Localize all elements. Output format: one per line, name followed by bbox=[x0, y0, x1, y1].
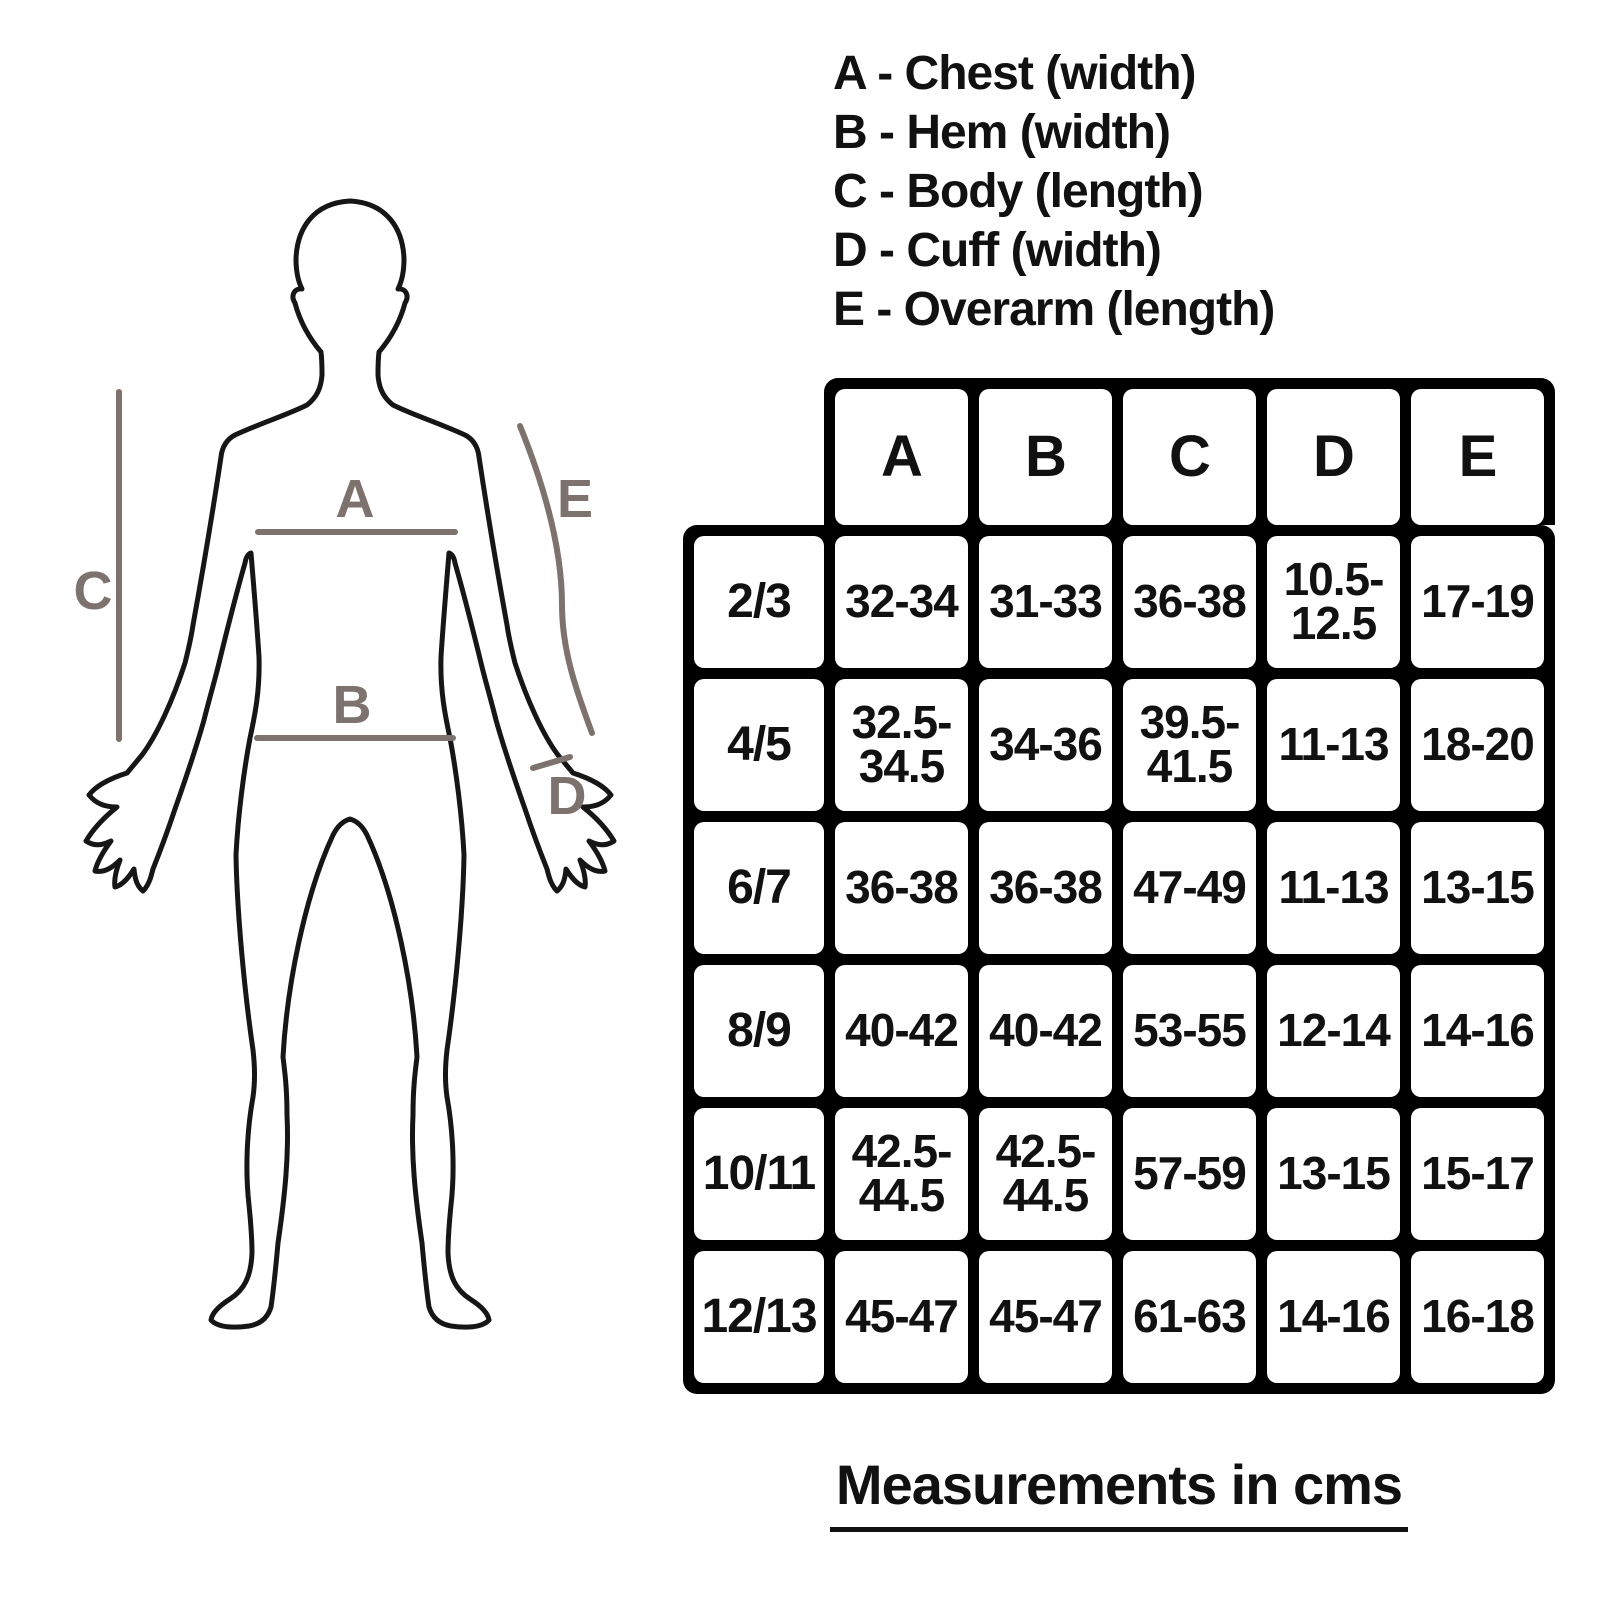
table-cell: 39.5-41.5 bbox=[1123, 679, 1256, 811]
table-cell: 16-18 bbox=[1411, 1251, 1544, 1383]
table-cell: 40-42 bbox=[979, 965, 1112, 1097]
table-cell: 36-38 bbox=[835, 822, 968, 954]
footer bbox=[683, 1452, 1555, 1532]
table-cell: 13-15 bbox=[1411, 822, 1544, 954]
table-cell: 57-59 bbox=[1123, 1108, 1256, 1240]
legend-item-chest: A - Chest (width) bbox=[833, 47, 1196, 100]
legend-item-overarm: E - Overarm (length) bbox=[833, 283, 1275, 336]
label-a: A bbox=[335, 469, 375, 529]
table-cell: 61-63 bbox=[1123, 1251, 1256, 1383]
table-cell: 15-17 bbox=[1411, 1108, 1544, 1240]
size-table-body bbox=[683, 525, 1555, 1394]
table-cell: 17-19 bbox=[1411, 536, 1544, 668]
column-header-c: C bbox=[1123, 389, 1256, 525]
size-label: 8/9 bbox=[694, 965, 824, 1097]
column-header-b: B bbox=[979, 389, 1112, 525]
table-cell: 53-55 bbox=[1123, 965, 1256, 1097]
table-cell: 45-47 bbox=[979, 1251, 1112, 1383]
table-cell: 47-49 bbox=[1123, 822, 1256, 954]
table-cell: 34-36 bbox=[979, 679, 1112, 811]
size-label: 2/3 bbox=[694, 536, 824, 668]
table-cell: 11-13 bbox=[1267, 822, 1400, 954]
table-cell: 36-38 bbox=[1123, 536, 1256, 668]
label-e: E bbox=[556, 469, 594, 529]
table-cell: 18-20 bbox=[1411, 679, 1544, 811]
table-cell: 14-16 bbox=[1411, 965, 1544, 1097]
table-cell: 11-13 bbox=[1267, 679, 1400, 811]
table-cell: 13-15 bbox=[1267, 1108, 1400, 1240]
table-cell: 40-42 bbox=[835, 965, 968, 1097]
human-body-outline bbox=[86, 201, 614, 1327]
size-label: 10/11 bbox=[694, 1108, 824, 1240]
label-b: B bbox=[332, 675, 372, 735]
measurement-legend bbox=[833, 44, 1274, 339]
table-cell: 32.5-34.5 bbox=[835, 679, 968, 811]
size-table-header bbox=[824, 378, 1555, 525]
measurements-unit-title: Measurements in cms bbox=[830, 1452, 1408, 1532]
size-label: 4/5 bbox=[694, 679, 824, 811]
column-header-e: E bbox=[1411, 389, 1544, 525]
body-measurement-figure bbox=[15, 195, 685, 1345]
table-cell: 12-14 bbox=[1267, 965, 1400, 1097]
size-label: 6/7 bbox=[694, 822, 824, 954]
size-label: 12/13 bbox=[694, 1251, 824, 1383]
legend-item-hem: B - Hem (width) bbox=[833, 106, 1170, 159]
column-header-a: A bbox=[835, 389, 968, 525]
table-cell: 36-38 bbox=[979, 822, 1112, 954]
legend-item-cuff: D - Cuff (width) bbox=[833, 224, 1161, 277]
table-cell: 31-33 bbox=[979, 536, 1112, 668]
column-header-d: D bbox=[1267, 389, 1400, 525]
table-cell: 32-34 bbox=[835, 536, 968, 668]
table-cell: 42.5-44.5 bbox=[835, 1108, 968, 1240]
label-d: D bbox=[547, 766, 587, 826]
table-cell: 10.5-12.5 bbox=[1267, 536, 1400, 668]
table-cell: 45-47 bbox=[835, 1251, 968, 1383]
table-cell: 14-16 bbox=[1267, 1251, 1400, 1383]
table-cell: 42.5-44.5 bbox=[979, 1108, 1112, 1240]
legend-item-body: C - Body (length) bbox=[833, 165, 1203, 218]
label-c: C bbox=[73, 561, 113, 621]
